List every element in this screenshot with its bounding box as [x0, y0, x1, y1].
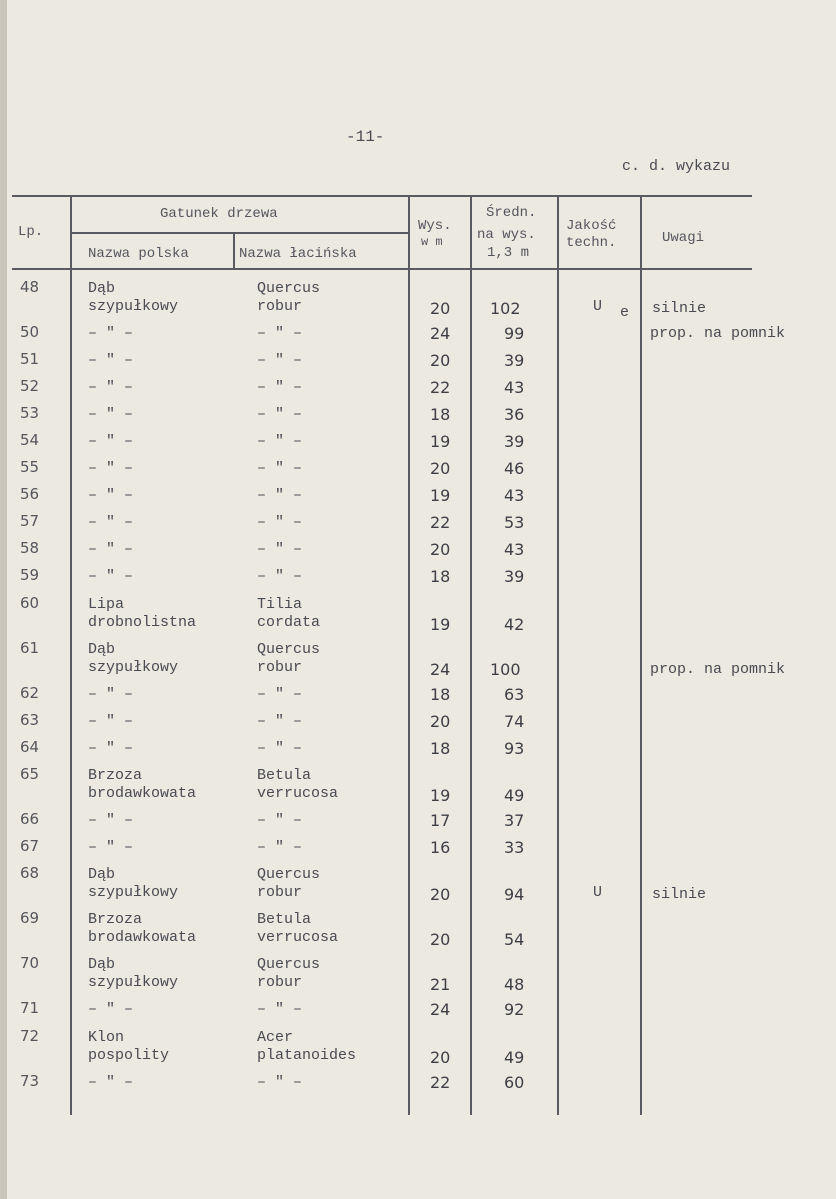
row-height: 20	[430, 299, 451, 318]
row-name-pl: – " –	[88, 460, 134, 477]
row-lp: 58	[20, 539, 40, 557]
row-name-pl: – " –	[88, 325, 134, 342]
sheet-edge	[0, 0, 7, 1199]
row-remarks: silnie	[652, 300, 707, 317]
row-name-lat: Quercus	[257, 280, 321, 297]
row-name-pl: Dąb	[88, 641, 116, 658]
row-name-pl: Brzoza	[88, 767, 143, 784]
row-name-pl: Klon	[88, 1029, 125, 1046]
row-name-lat: Quercus	[257, 866, 321, 883]
row-height: 17	[430, 811, 451, 830]
row-name-pl: szypułkowy	[88, 298, 179, 315]
row-quality: U	[593, 884, 603, 901]
row-lp: 66	[20, 810, 40, 828]
row-name-pl: – " –	[88, 1001, 134, 1018]
row-lp: 65	[20, 765, 40, 783]
row-name-pl: Dąb	[88, 280, 116, 297]
row-name-lat: – " –	[257, 686, 303, 703]
row-diameter: 54	[504, 930, 525, 949]
row-lp: 57	[20, 512, 40, 530]
row-diameter: 93	[504, 739, 525, 758]
row-name-lat: robur	[257, 884, 303, 901]
row-diameter: 37	[504, 811, 525, 830]
row-name-pl: – " –	[88, 352, 134, 369]
row-diameter: 42	[504, 615, 525, 634]
row-diameter: 49	[504, 1048, 525, 1067]
row-name-pl: Dąb	[88, 956, 116, 973]
row-name-lat: Betula	[257, 767, 312, 784]
row-lp: 52	[20, 377, 40, 395]
row-remarks: prop. na pomnik	[650, 661, 786, 678]
row-name-pl: – " –	[88, 568, 134, 585]
row-diameter: 100	[490, 660, 521, 679]
row-name-lat: robur	[257, 974, 303, 991]
row-name-pl: szypułkowy	[88, 659, 179, 676]
header-remarks: Uwagi	[662, 230, 705, 246]
row-name-pl: drobnolistna	[88, 614, 197, 631]
continuation-note: c. d. wykazu	[622, 158, 731, 175]
row-diameter: 53	[504, 513, 525, 532]
row-diameter: 99	[504, 324, 525, 343]
row-name-pl: brodawkowata	[88, 785, 197, 802]
row-diameter: 39	[504, 351, 525, 370]
row-name-pl: – " –	[88, 406, 134, 423]
row-name-lat: – " –	[257, 460, 303, 477]
row-name-lat: platanoides	[257, 1047, 357, 1064]
row-name-lat: Quercus	[257, 956, 321, 973]
row-lp: 55	[20, 458, 40, 476]
row-height: 20	[430, 1048, 451, 1067]
row-height: 22	[430, 513, 451, 532]
row-height: 24	[430, 660, 451, 679]
row-name-lat: – " –	[257, 740, 303, 757]
row-lp: 70	[20, 954, 40, 972]
row-name-pl: – " –	[88, 839, 134, 856]
row-lp: 51	[20, 350, 40, 368]
row-name-pl: szypułkowy	[88, 974, 179, 991]
row-name-pl: – " –	[88, 686, 134, 703]
header-diameter-2: na wys.	[477, 227, 536, 243]
header-name-lat: Nazwa łacińska	[239, 246, 357, 262]
row-diameter: 33	[504, 838, 525, 857]
row-diameter: 43	[504, 378, 525, 397]
row-name-lat: cordata	[257, 614, 321, 631]
row-diameter: 60	[504, 1073, 525, 1092]
row-name-lat: – " –	[257, 325, 303, 342]
row-height: 18	[430, 567, 451, 586]
row-name-lat: – " –	[257, 713, 303, 730]
row-name-lat: verrucosa	[257, 929, 339, 946]
row-quality-mark: e	[620, 304, 630, 321]
row-lp: 50	[20, 323, 40, 341]
row-remarks: silnie	[652, 886, 707, 903]
row-name-lat: – " –	[257, 487, 303, 504]
row-name-lat: – " –	[257, 352, 303, 369]
row-height: 20	[430, 351, 451, 370]
row-lp: 59	[20, 566, 40, 584]
row-name-pl: – " –	[88, 541, 134, 558]
row-remarks: prop. na pomnik	[650, 325, 786, 342]
row-height: 24	[430, 1000, 451, 1019]
row-name-pl: pospolity	[88, 1047, 170, 1064]
row-name-pl: Brzoza	[88, 911, 143, 928]
row-height: 22	[430, 378, 451, 397]
row-name-lat: – " –	[257, 1074, 303, 1091]
row-height: 20	[430, 930, 451, 949]
row-height: 19	[430, 486, 451, 505]
row-lp: 48	[20, 278, 40, 296]
row-name-lat: – " –	[257, 812, 303, 829]
row-lp: 68	[20, 864, 40, 882]
row-name-pl: – " –	[88, 740, 134, 757]
row-lp: 64	[20, 738, 40, 756]
row-height: 24	[430, 324, 451, 343]
header-diameter-3: 1,3 m	[487, 245, 530, 261]
row-diameter: 102	[490, 299, 521, 318]
row-diameter: 46	[504, 459, 525, 478]
row-name-pl: – " –	[88, 433, 134, 450]
row-name-lat: – " –	[257, 433, 303, 450]
row-lp: 67	[20, 837, 40, 855]
row-height: 18	[430, 739, 451, 758]
header-quality-2: techn.	[566, 235, 617, 251]
row-diameter: 36	[504, 405, 525, 424]
row-name-lat: – " –	[257, 406, 303, 423]
row-height: 20	[430, 459, 451, 478]
row-lp: 73	[20, 1072, 40, 1090]
row-name-lat: Acer	[257, 1029, 294, 1046]
header-lp: Lp.	[18, 224, 44, 240]
header-species-group: Gatunek drzewa	[160, 206, 278, 222]
row-name-lat: robur	[257, 659, 303, 676]
row-quality: U	[593, 298, 603, 315]
row-name-lat: – " –	[257, 379, 303, 396]
row-name-pl: – " –	[88, 1074, 134, 1091]
row-height: 19	[430, 432, 451, 451]
row-lp: 53	[20, 404, 40, 422]
row-name-lat: Quercus	[257, 641, 321, 658]
row-diameter: 63	[504, 685, 525, 704]
row-diameter: 43	[504, 540, 525, 559]
row-height: 16	[430, 838, 451, 857]
row-name-pl: – " –	[88, 713, 134, 730]
row-height: 20	[430, 885, 451, 904]
row-lp: 72	[20, 1027, 40, 1045]
row-height: 20	[430, 540, 451, 559]
row-lp: 71	[20, 999, 40, 1017]
row-name-lat: – " –	[257, 541, 303, 558]
row-height: 22	[430, 1073, 451, 1092]
row-name-pl: – " –	[88, 487, 134, 504]
header-height-2: w m	[421, 235, 443, 249]
page-number: -11-	[346, 128, 385, 146]
row-diameter: 49	[504, 786, 525, 805]
row-diameter: 48	[504, 975, 525, 994]
row-name-lat: – " –	[257, 568, 303, 585]
row-lp: 63	[20, 711, 40, 729]
row-height: 19	[430, 786, 451, 805]
row-height: 20	[430, 712, 451, 731]
row-name-pl: – " –	[88, 812, 134, 829]
row-diameter: 39	[504, 432, 525, 451]
row-lp: 69	[20, 909, 40, 927]
row-height: 19	[430, 615, 451, 634]
row-diameter: 92	[504, 1000, 525, 1019]
row-diameter: 74	[504, 712, 525, 731]
row-name-lat: verrucosa	[257, 785, 339, 802]
row-lp: 54	[20, 431, 40, 449]
row-lp: 61	[20, 639, 40, 657]
row-height: 21	[430, 975, 451, 994]
row-lp: 62	[20, 684, 40, 702]
row-height: 18	[430, 685, 451, 704]
row-name-lat: – " –	[257, 1001, 303, 1018]
header-height-1: Wys.	[418, 218, 452, 234]
row-name-lat: – " –	[257, 514, 303, 531]
row-height: 18	[430, 405, 451, 424]
row-name-pl: Dąb	[88, 866, 116, 883]
row-lp: 60	[20, 594, 40, 612]
row-name-pl: szypułkowy	[88, 884, 179, 901]
header-name-pl: Nazwa polska	[88, 246, 189, 262]
row-name-pl: Lipa	[88, 596, 125, 613]
header-diameter-1: Średn.	[486, 205, 537, 221]
row-diameter: 94	[504, 885, 525, 904]
row-name-pl: brodawkowata	[88, 929, 197, 946]
row-lp: 56	[20, 485, 40, 503]
row-name-lat: Betula	[257, 911, 312, 928]
header-quality-1: Jakość	[566, 218, 617, 234]
row-name-lat: robur	[257, 298, 303, 315]
row-name-pl: – " –	[88, 379, 134, 396]
row-name-lat: – " –	[257, 839, 303, 856]
row-diameter: 43	[504, 486, 525, 505]
row-diameter: 39	[504, 567, 525, 586]
row-name-lat: Tilia	[257, 596, 303, 613]
row-name-pl: – " –	[88, 514, 134, 531]
